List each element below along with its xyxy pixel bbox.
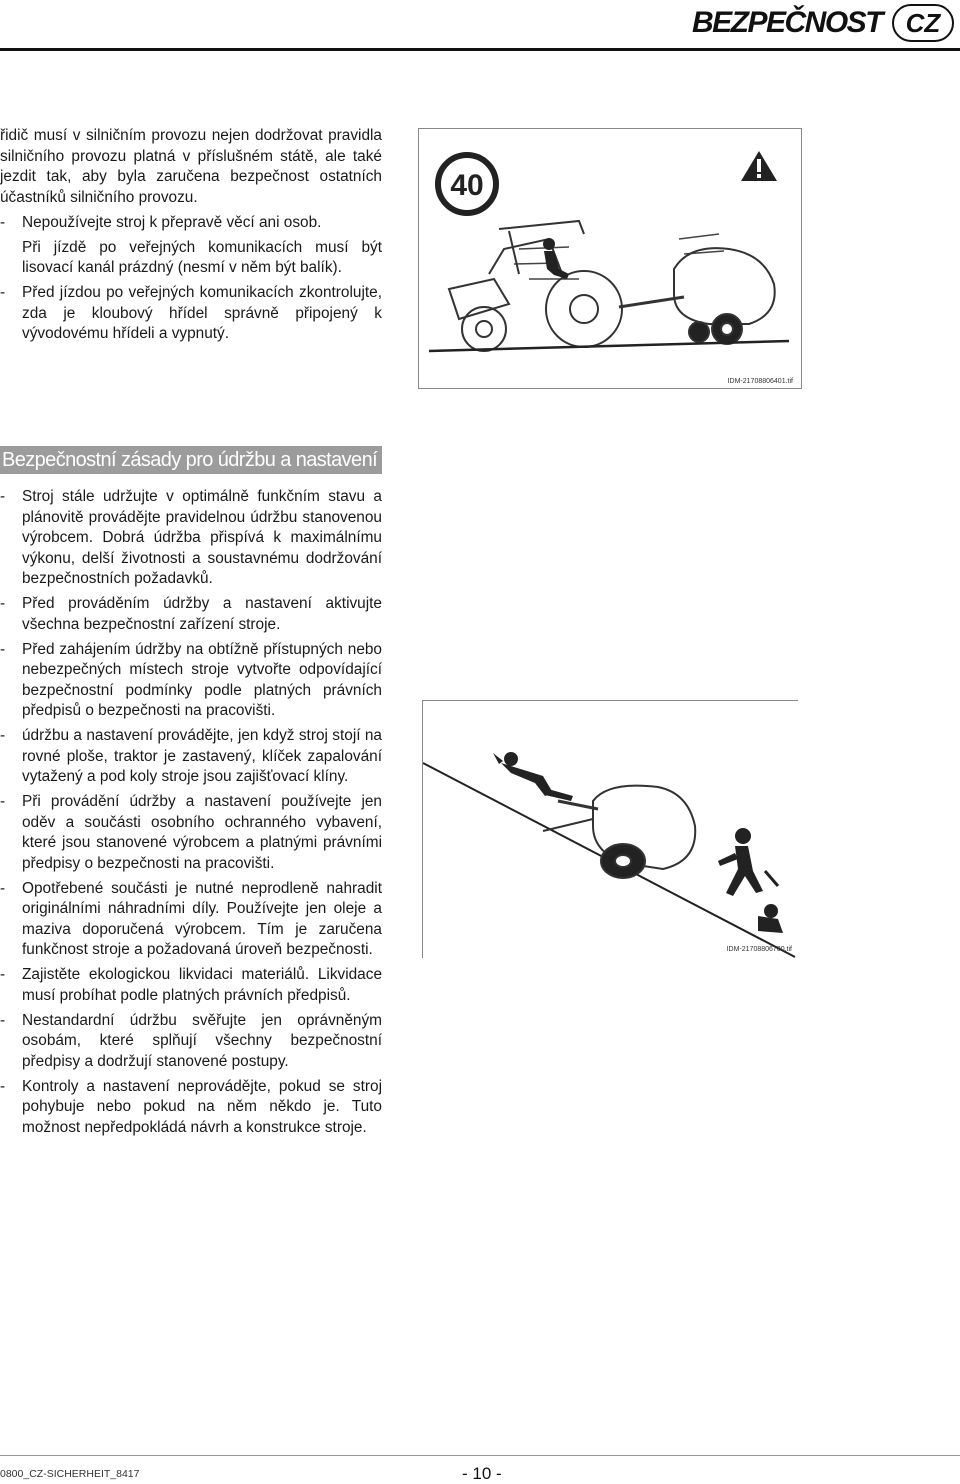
list-dash: - [0, 284, 6, 301]
list-dash: - [0, 879, 6, 897]
header-title: BEZPEČNOST [691, 6, 882, 39]
list-item-text: Při provádění údržby a nastavení používejte jen oděv a součásti osobního ochranného vybavení, které jsou stanovené výrobcem a platnými právními předpisy o bezpečnosti na pracovišti. [22, 793, 382, 872]
list-item [0, 879, 382, 961]
page-number: - 10 - [462, 1464, 502, 1483]
list-item-text: Před jízdou po veřejných komunikacích zkontrolujte, zda je kloubový hřídel správně připojený k vývodovému hřídeli a vypnutý. [22, 284, 382, 342]
list-item [0, 965, 382, 1006]
document-code: 0800_CZ-SICHERHEIT_8417 [0, 1468, 140, 1480]
baler-icon [593, 786, 695, 878]
figure-baler-slope [422, 700, 798, 958]
intro-paragraph: řidič musí v silničním provozu nejen dodržovat pravidla silničního provozu platná v příslušném státě, ale také jezdit tak, aby byla zaručena bezpečnost ostatních účastníků silničního provozu. [0, 127, 382, 206]
list-item [0, 726, 382, 788]
list-dash: - [0, 213, 6, 231]
list-dash: - [0, 1077, 6, 1095]
injured-person-icon [758, 904, 783, 933]
figure-tractor-road [418, 128, 802, 389]
speed-limit-value: 40 [450, 169, 484, 202]
list-item-text: Opotřebené součásti je nutné neprodleně nahradit originálními náhradními díly. Používejte jen oleje a maziva doporučená výrobcem. Tím je zaručena funkčnost stroje a požadovaná úroveň bezpečnosti. [22, 879, 382, 958]
intro-column [0, 126, 382, 349]
list-dash: - [0, 595, 6, 612]
list-dash: - [0, 966, 6, 983]
list-item-text: Nestandardní údržbu svěřujte jen oprávněným osobám, které splňují všechny bezpečnostní předpisy a dodržují stanovené postupy. [22, 1011, 382, 1070]
list-item-text: Před prováděním údržby a nastavení aktivujte všechna bezpečnostní zařízení stroje. [22, 595, 382, 633]
figure-caption: IDM-21708806401.tif [727, 378, 793, 385]
running-person-icon [718, 828, 763, 896]
page-header [0, 0, 960, 52]
wrench-icon [765, 871, 778, 886]
list-item-text: Nepoužívejte stroj k přepravě věcí ani osob. [22, 213, 322, 231]
list-dash: - [0, 793, 6, 810]
list-dash: - [0, 727, 6, 744]
list-item [0, 1011, 382, 1073]
driver-figure-icon [543, 238, 569, 279]
list-item-continuation: Při jízdě po veřejných komunikacích musí být lisovací kanál prázdný (nesmí v něm být balík). [22, 238, 382, 276]
list-item-text: Stroj stále udržujte v optimálně funkčním stavu a plánovitě provádějte pravidelnou údržbu stanovenou výrobcem. Dobrá údržba přispívá k maximálnímu výkonu, delší životnosti a soustavnému dodržování bezpečnostních požadavků. [22, 488, 382, 587]
maintenance-rules-list [0, 487, 382, 1143]
list-item-text: Kontroly a nastavení neprovádějte, pokud se stroj pohybuje nebo pokud na něm někdo je. Tuto možnost nepředpokládá návrh a konstrukce stroje. [22, 1077, 382, 1136]
header-rule [0, 48, 960, 51]
list-item-text: Před zahájením údržby na obtížně přístupných nebo nebezpečných místech stroje vytvořte odpovídající bezpečnostní podmínky podle platných právních předpisů o bezpečnosti na pracovišti. [22, 640, 382, 719]
list-item [0, 283, 382, 345]
baler-icon [674, 248, 775, 344]
tractor-icon [449, 221, 622, 351]
tractor-road-illustration [419, 129, 801, 388]
language-badge: CZ [892, 4, 954, 42]
list-item [0, 640, 382, 722]
footer-rule [0, 1455, 960, 1456]
list-item [0, 1077, 382, 1139]
list-item [0, 487, 382, 590]
list-item [0, 792, 382, 874]
list-dash: - [0, 488, 6, 505]
list-dash: - [0, 640, 6, 658]
road-line [429, 341, 789, 351]
section-heading [0, 446, 382, 474]
falling-person-icon [493, 752, 573, 801]
section-heading-text: Bezpečnostní zásady pro údržbu a nastavení [2, 449, 378, 471]
list-dash: - [0, 1011, 6, 1029]
figure-caption: IDM-21708806700.tif [726, 946, 792, 953]
list-item [0, 594, 382, 635]
list-item-text: údržbu a nastavení provádějte, jen když stroj stojí na rovné ploše, traktor je zastavený, klíček zapalování vytažený a pod koly stroje jsou zajišťovací klíny. [22, 727, 382, 785]
warning-triangle-icon [741, 151, 777, 181]
list-item [0, 213, 382, 234]
list-item-text: Zajistěte ekologickou likvidaci materiálů. Likvidace musí probíhat podle platných právních předpisů. [22, 966, 382, 1004]
baler-slope-illustration [423, 701, 799, 959]
